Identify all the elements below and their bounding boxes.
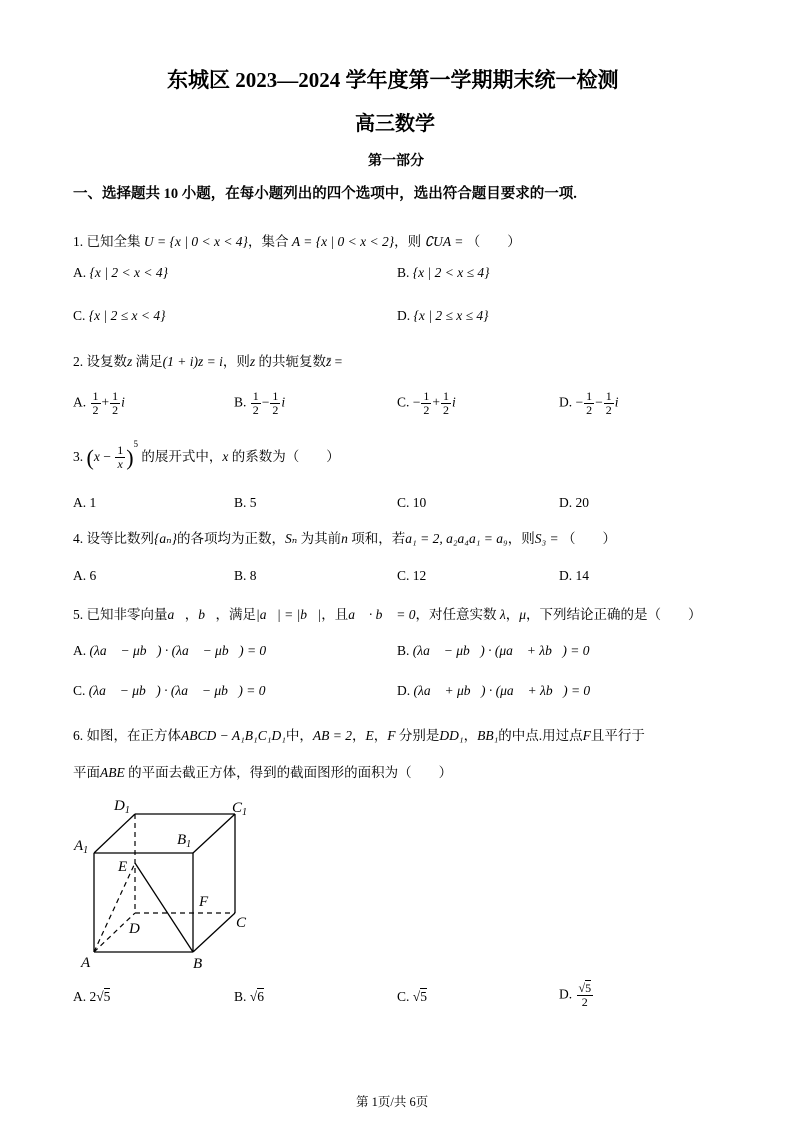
sqrt-icon: √: [578, 981, 586, 995]
option-text: 20: [575, 495, 589, 510]
option-text: {x | 2 < x ≤ 4}: [412, 265, 490, 280]
radicand: 6: [257, 989, 264, 1004]
fraction: [91, 390, 101, 417]
fraction: [584, 390, 594, 417]
question-text: 的系数为（ ）: [231, 449, 340, 464]
formula: DD₁: [439, 728, 464, 743]
label-a1: $A_1$: [74, 838, 89, 856]
option-b[interactable]: [234, 390, 285, 417]
fraction: [441, 390, 451, 417]
formula: a⃗ · b⃗ = 0: [348, 607, 416, 622]
option-label: A.: [73, 265, 87, 280]
option-label: A.: [73, 394, 87, 410]
option-label: A.: [73, 495, 87, 510]
option-label: D.: [559, 394, 573, 410]
question-text: ，: [373, 728, 388, 743]
denominator: 2: [112, 403, 119, 417]
formula: Sₙ: [285, 531, 298, 546]
radicand: 5: [420, 989, 427, 1004]
fraction: [110, 390, 120, 417]
denominator: 2: [581, 995, 588, 1009]
formula: ∁UA =: [424, 234, 464, 249]
punct: ，: [505, 607, 520, 622]
punct: ，: [184, 607, 199, 622]
vector-a: a⃗: [167, 607, 185, 622]
question-4: [73, 527, 616, 547]
question-text: 设复数: [86, 354, 127, 369]
fraction: [115, 444, 125, 471]
question-number: 5.: [73, 607, 84, 622]
imaginary-unit: i: [281, 394, 286, 410]
option-b[interactable]: [234, 989, 264, 1005]
option-a[interactable]: [73, 643, 266, 659]
option-text: {x | 2 ≤ x ≤ 4}: [413, 308, 489, 323]
denominator: 2: [423, 403, 430, 417]
question-text: ，下列结论正确的是（ ）: [526, 607, 702, 622]
formula: U = {x | 0 < x < 4}: [143, 234, 248, 249]
numerator: 1: [423, 389, 430, 403]
formula: z̄: [326, 354, 332, 369]
option-text: (λa⃗ − μb⃗) · (μa⃗ + λb⃗) = 0: [412, 643, 590, 658]
option-label: C.: [397, 394, 410, 410]
option-b[interactable]: [234, 568, 257, 584]
option-d[interactable]: [397, 683, 590, 699]
denominator: 2: [605, 403, 612, 417]
imaginary-unit: i: [614, 394, 619, 410]
question-text: 的中点.用过点: [498, 728, 583, 743]
option-b[interactable]: [397, 643, 589, 659]
formula: F: [387, 728, 396, 743]
segment-e-b: [135, 863, 193, 952]
fraction: [577, 982, 594, 1009]
fraction: [270, 390, 280, 417]
formula: =: [334, 354, 343, 369]
question-text: ，且: [321, 607, 349, 622]
option-text: (λa⃗ + μb⃗) · (μa⃗ + λb⃗) = 0: [413, 683, 591, 698]
question-number: 2.: [73, 354, 84, 369]
numerator: [577, 982, 594, 996]
option-label: B.: [234, 568, 247, 583]
answer-paren: （ ）: [562, 531, 617, 546]
exponent: 5: [133, 439, 139, 449]
option-a[interactable]: [73, 568, 96, 584]
formula: a₁ = 2, a₂a₄a₁ = a₉: [405, 531, 508, 546]
option-text: (λa⃗ − μb⃗) · (λa⃗ − μb⃗) = 0: [89, 643, 267, 658]
formula: n: [341, 531, 348, 546]
option-c[interactable]: [397, 989, 427, 1005]
option-d[interactable]: [397, 308, 489, 324]
operator: −: [261, 394, 270, 410]
option-a[interactable]: [73, 989, 110, 1005]
question-6: [73, 724, 645, 744]
formula: {aₙ}: [154, 531, 178, 546]
option-text: 5: [249, 495, 257, 510]
exam-subtitle: 高三数学: [355, 113, 435, 135]
operator: +: [432, 394, 441, 410]
fraction: [421, 390, 431, 417]
option-label: C.: [73, 683, 86, 698]
question-text: 满足: [135, 354, 163, 369]
instructions: 一、选择题共 10 小题，在每小题列出的四个选项中，选出符合题目要求的一项.: [73, 186, 577, 202]
denominator: 2: [443, 403, 450, 417]
denominator: 2: [272, 403, 279, 417]
option-label: B.: [234, 394, 247, 410]
numerator: 1: [272, 389, 279, 403]
question-5: [73, 603, 702, 623]
answer-paren: （ ）: [466, 234, 521, 249]
question-text: 的共轭复数: [258, 354, 326, 369]
question-text: 已知非零向量: [86, 607, 168, 622]
label-f: F: [199, 894, 209, 910]
numerator: 1: [443, 389, 450, 403]
formula: x: [93, 449, 100, 464]
question-2: [73, 350, 342, 370]
denominator: 2: [586, 403, 593, 417]
option-label: D.: [559, 568, 573, 583]
label-b: B: [193, 956, 203, 972]
option-label: B.: [234, 989, 247, 1004]
option-a[interactable]: [73, 495, 96, 511]
option-label: B.: [397, 643, 410, 658]
question-text: 的平面去截正方体，得到的截面图形的面积为（ ）: [128, 765, 453, 780]
option-label: B.: [397, 265, 410, 280]
question-text: 的展开式中，: [141, 449, 223, 464]
option-c[interactable]: [397, 568, 426, 584]
question-3: [73, 439, 340, 471]
question-text: 中，: [285, 728, 313, 743]
sign: −: [412, 394, 421, 410]
option-text: 6: [89, 568, 97, 583]
hidden-segment-a-e: [94, 863, 135, 952]
numerator: 1: [117, 443, 124, 458]
option-d[interactable]: [559, 568, 589, 584]
denominator: 2: [92, 403, 99, 417]
question-text: ，集合: [247, 234, 289, 249]
denominator: x: [117, 457, 123, 472]
label-c: C: [236, 915, 247, 931]
label-b1: $B_1$: [177, 832, 192, 850]
question-text: 项和，若: [351, 531, 406, 546]
coefficient: 2: [89, 989, 97, 1004]
sqrt-icon: √: [412, 989, 421, 1004]
question-text: ，: [463, 728, 478, 743]
vector-b: b⃗: [198, 607, 216, 622]
option-label: D.: [559, 495, 573, 510]
option-d[interactable]: [559, 390, 619, 417]
radicand: 5: [103, 989, 111, 1004]
numerator: 1: [92, 389, 99, 403]
option-text: {x | 2 < x < 4}: [89, 265, 168, 280]
option-c[interactable]: [73, 308, 166, 324]
edge-b1-c1: [193, 814, 235, 853]
question-text: ，: [352, 728, 366, 743]
page-footer: 第 1页/共 6页: [356, 1095, 429, 1109]
numerator: 1: [252, 389, 259, 403]
section-heading: 第一部分: [368, 154, 424, 169]
question-text: 的各项均为正数，: [177, 531, 286, 546]
imaginary-unit: i: [452, 394, 456, 410]
option-label: C.: [397, 989, 410, 1004]
question-text: 为其前: [300, 531, 342, 546]
question-6-line-2: [73, 761, 452, 781]
option-text: 10: [412, 495, 427, 510]
formula: x: [222, 449, 229, 464]
question-text: ，满足: [215, 607, 257, 622]
formula: μ: [519, 607, 527, 622]
radicand: 5: [585, 981, 592, 995]
option-label: D.: [397, 683, 411, 698]
question-text: ，对任意实数: [415, 607, 497, 622]
option-label: A.: [73, 643, 87, 658]
label-d1: $D_1$: [114, 798, 130, 816]
question-text: 已知全集: [86, 234, 141, 249]
exam-title: 东城区 2023—2024 学年度第一学期期末统一检测: [167, 68, 619, 92]
formula: ABCD − A₁B₁C₁D₁: [181, 728, 286, 743]
option-label: A.: [73, 989, 87, 1004]
left-paren: (: [86, 444, 94, 470]
formula: ABE: [100, 765, 125, 780]
question-text: 如图，在正方体: [86, 728, 181, 743]
question-number: 4.: [73, 531, 84, 546]
denominator: 2: [252, 403, 259, 417]
question-text: 且平行于: [590, 728, 645, 743]
formula: z: [249, 354, 256, 369]
question-text: ，则: [507, 531, 535, 546]
formula: A = {x | 0 < x < 2}: [291, 234, 395, 249]
question-text: 分别是: [398, 728, 440, 743]
option-c[interactable]: [397, 495, 426, 511]
edge-a1-d1: [94, 814, 135, 853]
numerator: 1: [112, 389, 119, 403]
option-d[interactable]: [559, 982, 594, 1009]
fraction: [604, 390, 614, 417]
edge-b-c: [193, 913, 235, 952]
option-label: C.: [397, 495, 410, 510]
operator: −: [595, 394, 603, 410]
operator: +: [101, 394, 110, 410]
option-text: 12: [412, 568, 427, 583]
option-text: 1: [89, 495, 97, 510]
formula: S₃ =: [534, 531, 559, 546]
formula: BB₁: [477, 728, 499, 743]
option-label: C.: [397, 568, 410, 583]
formula: AB = 2: [312, 728, 352, 743]
option-text: 8: [249, 568, 257, 583]
question-text: ，则: [222, 354, 250, 369]
option-b[interactable]: [397, 265, 490, 281]
right-paren: ): [126, 444, 134, 470]
cube-figure: [70, 790, 260, 975]
question-text: 设等比数列: [86, 531, 154, 546]
sign: −: [575, 394, 584, 410]
label-c1: $C_1$: [232, 800, 248, 818]
option-label: C.: [73, 308, 86, 323]
operator: −: [103, 449, 111, 464]
formula: λ: [499, 607, 506, 622]
option-label: A.: [73, 568, 87, 583]
option-label: D.: [559, 986, 573, 1002]
sqrt-icon: √: [96, 989, 104, 1004]
question-text: ，则: [394, 234, 422, 249]
option-a[interactable]: [73, 390, 125, 417]
question-number: 1.: [73, 234, 84, 249]
option-text: {x | 2 ≤ x < 4}: [88, 308, 166, 323]
numerator: 1: [605, 389, 612, 403]
imaginary-unit: i: [121, 394, 125, 410]
question-number: 6.: [73, 728, 84, 743]
option-text: 14: [575, 568, 589, 583]
label-e: E: [118, 859, 128, 875]
option-b[interactable]: [234, 495, 257, 511]
question-1: [73, 230, 521, 250]
question-text: 平面: [73, 765, 100, 780]
fraction: [251, 390, 261, 417]
option-label: B.: [234, 495, 247, 510]
formula: F: [582, 728, 591, 743]
label-d: D: [129, 921, 140, 937]
option-c[interactable]: [73, 683, 265, 699]
question-number: 3.: [73, 449, 84, 464]
formula: (1 + i)z = i: [162, 354, 223, 369]
option-label: D.: [397, 308, 411, 323]
formula: z: [127, 354, 133, 369]
formula: E: [365, 728, 374, 743]
option-d[interactable]: [559, 495, 589, 511]
label-a: A: [81, 955, 91, 971]
formula: |a⃗| = |b⃗|: [256, 607, 322, 622]
sqrt-icon: √: [249, 989, 258, 1004]
option-text: (λa⃗ − μb⃗) · (λa⃗ − μb⃗) = 0: [88, 683, 266, 698]
numerator: 1: [586, 389, 593, 403]
option-c[interactable]: [397, 390, 456, 417]
option-a[interactable]: [73, 265, 168, 281]
